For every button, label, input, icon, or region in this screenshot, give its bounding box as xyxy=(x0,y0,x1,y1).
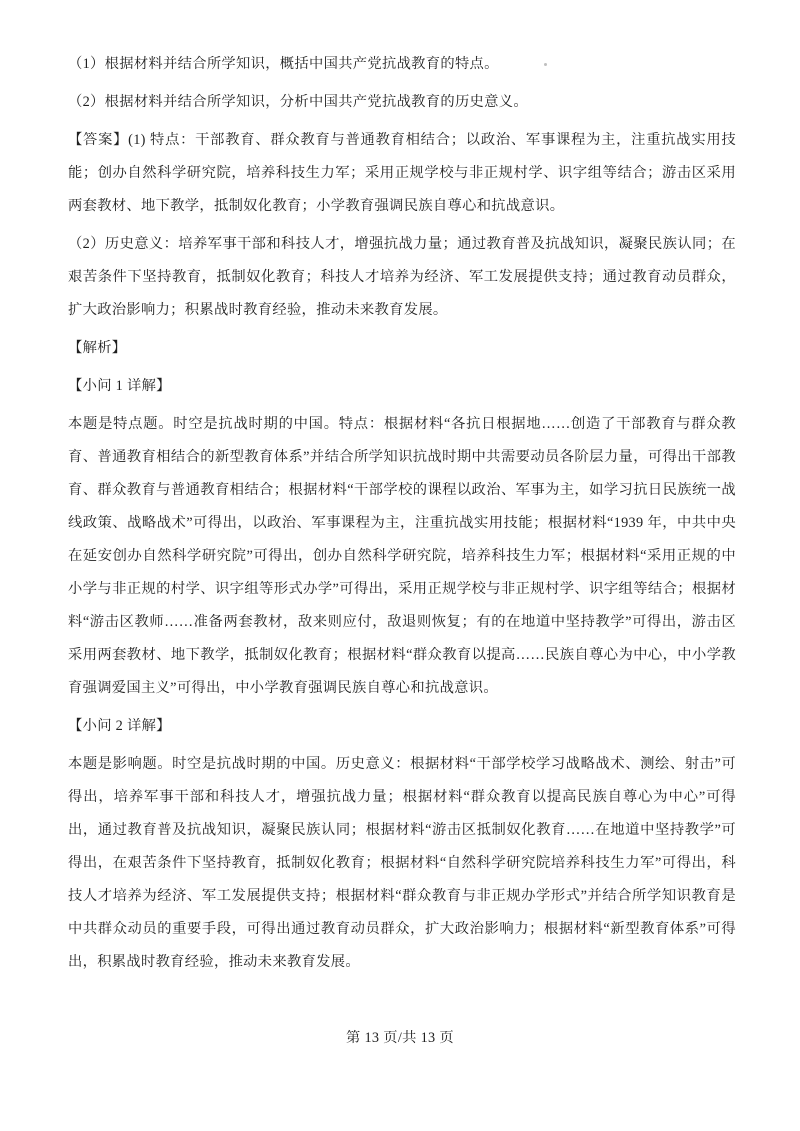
question-1: （1）根据材料并结合所学知识，概括中国共产党抗战教育的特点。 xyxy=(68,56,499,72)
sub-question-1-label: 【小问 1 详解】 xyxy=(68,378,171,394)
sub-question-2-body: 本题是影响题。时空是抗战时期的中国。历史意义：根据材料“干部学校学习战略战术、测绘、射击”可得出，培养军事干部和科技人才，增强抗战力量；根据材料“群众教育以提高民族自尊心为中心”可得出，通过教育普及抗战知识，凝聚民族认同；根据材料“游击区抵制奴化教育……在地道中坚持教学”可得出，在艰苦条件下坚持教育，抵制奴化教育；根据材料“自然科学研究院培养科技生力军”可得出，科技人才培养为经济、军工发展提供支持；根据材料“群众教育与非正规办学形式”并结合所学知识教育是中共群众动员的重要手段，可得出通过教育动员群众，扩大政治影响力；根据材料“新型教育体系”可得出，积累战时教育经验，推动未来教育发展。 xyxy=(68,756,736,970)
sub-question-2-label: 【小问 2 详解】 xyxy=(68,718,171,734)
sub-question-1-body: 本题是特点题。时空是抗战时期的中国。特点：根据材料“各抗日根据地……创造了干部教育与群众教育、普通教育相结合的新型教育体系”并结合所学知识抗战时期中共需要动员各阶层力量，可得出干部教育、群众教育与普通教育相结合；根据材料“干部学校的课程以政治、军事为主，如学习抗日民族统一战线政策、战略战术”可得出，以政治、军事课程为主，注重抗战实用技能；根据材料“1939 年，中共中央在延安创办自然科学研究院”可得出，创办自然科学研究院，培养科技生力军；根据材料“采用正规的中小学与非正规的村学、识字组等形式办学”可得出，采用正规学校与非正规村学、识字组等结合；根据材料“游击区教师……准备两套教材，敌来则应付，敌退则恢复；有的在地道中坚持教学”可得出，游击区采用两套教材、地下教学，抵制奴化教育；根据材料“群众教育以提高……民族自尊心为中心，中小学教育强调爱国主义”可得出，中小学教育强调民族自尊心和抗战意识。 xyxy=(68,416,736,696)
answer-part-2: （2）历史意义：培养军事干部和科技人才，增强抗战力量；通过教育普及抗战知识，凝聚民族认同；在艰苦条件下坚持教育，抵制奴化教育；科技人才培养为经济、军工发展提供支持；通过教育动员群众，扩大政治影响力；积累战时教育经验，推动未来教育发展。 xyxy=(68,236,736,318)
scan-artifact-dot xyxy=(544,63,547,66)
question-2: （2）根据材料并结合所学知识，分析中国共产党抗战教育的历史意义。 xyxy=(68,94,528,110)
page-number: 第 13 页/共 13 页 xyxy=(346,1030,454,1046)
answer-part-1: 【答案】(1) 特点：干部教育、群众教育与普通教育相结合；以政治、军事课程为主，注重抗战实用技能；创办自然科学研究院，培养科技生力军；采用正规学校与非正规村学、识字组等结合；游击区采用两套教材、地下教学，抵制奴化教育；小学教育强调民族自尊心和抗战意识。 xyxy=(68,132,736,214)
analysis-label: 【解析】 xyxy=(68,340,127,356)
document-content xyxy=(68,48,736,984)
